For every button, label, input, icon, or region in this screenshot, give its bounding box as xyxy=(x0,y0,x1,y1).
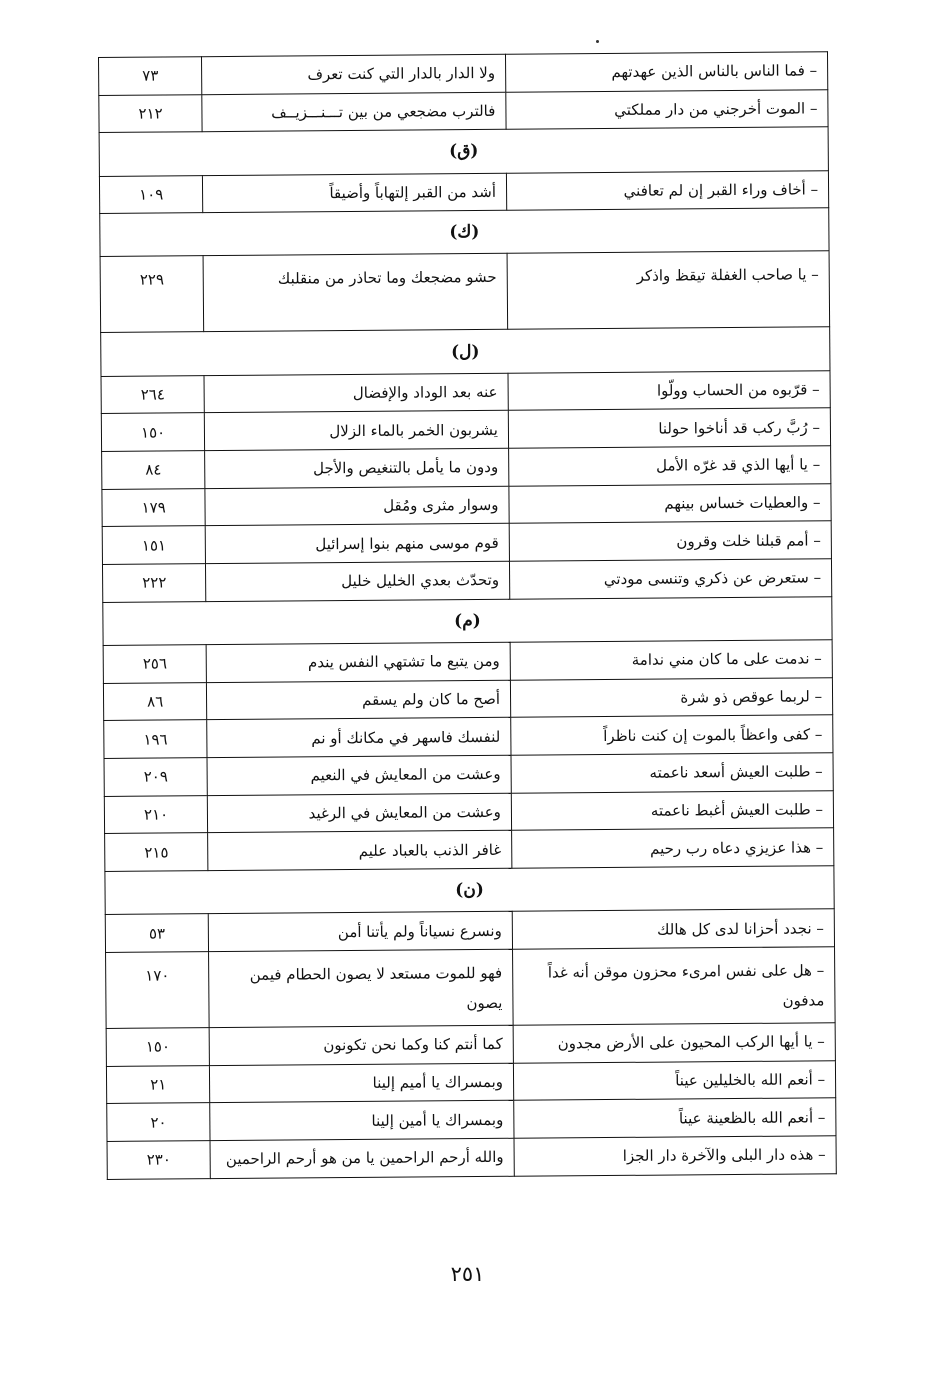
verse-second-half: والله أرحم الراحمين يا من هو أرحم الراحمين xyxy=(210,1138,514,1178)
verse-first-half: – نجدد أحزانا لدى كل هالك xyxy=(512,909,834,949)
verse-second-half: ونسرع نسياناً ولم يأتنا أمن xyxy=(209,912,513,952)
page-reference: ٧٣ xyxy=(99,57,203,95)
verse-second-half: وعشت من المعايش في النعيم xyxy=(207,755,511,795)
verse-first-half: – طلبت العيش أسعد ناعمته xyxy=(511,753,833,793)
verse-second-half: قوم موسى منهم بنوا إسرائيل xyxy=(205,524,509,564)
page-reference: ١٧٩ xyxy=(102,488,206,526)
section-letter: (ق) xyxy=(99,127,828,176)
verse-first-half: – يا أيها الركب المحيون على الأرض مجدون xyxy=(513,1023,835,1063)
page-number: ٢٥١ xyxy=(450,1262,485,1286)
table-row xyxy=(100,251,830,333)
table-row xyxy=(101,408,830,451)
page-reference: ١٩٦ xyxy=(104,720,208,758)
page-reference: ٢١٠ xyxy=(104,795,208,833)
page-reference: ٢١ xyxy=(106,1065,210,1103)
page-reference: ٨٤ xyxy=(102,451,206,489)
table-row xyxy=(103,640,832,683)
verse-first-half: – هذا عزيزي دعاه رب رحيم xyxy=(512,828,834,868)
verse-first-half: – يا صاحب الغفلة تيقظ واذكر xyxy=(507,251,830,330)
table-row xyxy=(102,483,831,526)
verse-first-half: – ندمت على ما كان مني ندامة xyxy=(510,640,832,680)
verse-second-half: وبمسراك يا أميم إلينا xyxy=(210,1063,514,1103)
verse-second-half: حشو مضجعك وما تحاذر من منقلبك xyxy=(203,254,507,332)
table-row xyxy=(104,790,833,833)
verse-first-half: – رُبَّ ركب قد أناخوا حولنا xyxy=(508,408,830,448)
table-row xyxy=(107,1098,836,1141)
verse-second-half: كما أنتم كنا وكما نحن تكونون xyxy=(209,1025,513,1065)
page-reference: ١٥٠ xyxy=(101,413,205,451)
table-row xyxy=(105,828,834,871)
section-letter: (م) xyxy=(103,597,832,646)
table-row xyxy=(102,559,831,602)
section-letter: (ن) xyxy=(105,866,834,915)
table-row xyxy=(99,52,828,95)
page-reference: ٢٢٩ xyxy=(100,256,204,333)
page-reference: ١٥١ xyxy=(102,526,206,564)
verse-second-half: فالترب مضجعي من بين تـــنـــزيــف xyxy=(202,92,506,132)
verse-second-half: وتحدّث بعدي الخليل خليل xyxy=(206,561,510,601)
verse-second-half: ولا الدار بالدار التي كنت تعرف xyxy=(202,54,506,94)
verse-first-half: – أنعم الله بالخليلين عيناً xyxy=(513,1060,835,1100)
page-reference: ٨٦ xyxy=(103,682,207,720)
verse-first-half: – فما الناس بالناس الذين عهدتهم xyxy=(505,52,827,92)
verse-first-half: – الموت أخرجني من دار مملكتي xyxy=(506,89,828,129)
verse-second-half: وسوار مثرى ومُقل xyxy=(205,486,509,526)
table-row xyxy=(99,170,828,213)
verse-first-half: – هل على نفس امرىء محزون موقن أنه غداً مدفون xyxy=(512,947,835,1026)
page-reference: ٢٣٠ xyxy=(107,1141,211,1179)
section-letter: (ل) xyxy=(101,327,830,376)
verse-first-half: – طلبت العيش أغبط ناعمته xyxy=(511,790,833,830)
verse-first-half: – هذه دار البلى والآخرة دار الجزا xyxy=(514,1136,836,1176)
table-row xyxy=(99,89,828,132)
verse-first-half: – يا أيها الذي قد غرّه الأمل xyxy=(509,446,831,486)
section-header-row xyxy=(105,866,834,915)
page-reference: ١٥٠ xyxy=(106,1028,210,1066)
verse-second-half: يشربون الخمر بالماء الزلال xyxy=(205,411,509,451)
page-reference: ٢٠٩ xyxy=(104,758,208,796)
verse-second-half: وبمسراك يا أمين إلينا xyxy=(210,1101,514,1141)
verse-first-half: – لربما عوقص ذو شرة xyxy=(510,677,832,717)
verse-first-half: – أمم قبلنا خلت وقرون xyxy=(509,521,831,561)
table-row xyxy=(102,521,831,564)
verse-first-half: – أخاف وراء القبر إن لم تعافني xyxy=(506,170,828,210)
table-row xyxy=(106,1023,835,1066)
verse-first-half: – أنعم الله بالظعينة عيناً xyxy=(514,1098,836,1138)
verse-first-half: – قرّبوه من الحساب وولّوا xyxy=(508,370,830,410)
verse-index-table xyxy=(98,51,837,1179)
verse-second-half: وعشت من المعايش في الرغيد xyxy=(208,793,512,833)
page-reference: ٢٥٦ xyxy=(103,645,207,683)
section-header-row xyxy=(99,127,828,176)
page-reference: ٥٣ xyxy=(105,914,209,952)
verse-second-half: عنه بعد الوداد والإفضال xyxy=(204,373,508,413)
verse-second-half: فهو للموت مستعد لا يصون الحطام فيمن يصون xyxy=(209,949,513,1027)
verse-second-half: لنفسك فاسهر في مكانك أو نم xyxy=(207,718,511,758)
verse-first-half: – ستعرض عن ذكري وتنسى مودتي xyxy=(509,559,831,599)
verse-second-half: ومن يتبع ما تشتهي النفس يندم xyxy=(206,642,510,682)
section-header-row xyxy=(100,208,829,257)
page-reference: ٢٢٢ xyxy=(102,564,206,602)
ink-speck xyxy=(596,40,599,43)
verse-first-half: – كفى واعظاً بالموت إن كنت ناظراً xyxy=(511,715,833,755)
table-row xyxy=(104,753,833,796)
table-row xyxy=(106,1060,835,1103)
verse-second-half: غافر الذنب بالعباد عليم xyxy=(208,831,512,871)
table-row xyxy=(103,677,832,720)
table-row xyxy=(102,446,831,489)
page-reference: ١٠٩ xyxy=(99,175,203,213)
section-header-row xyxy=(103,597,832,646)
table-row xyxy=(106,947,836,1029)
table-row xyxy=(101,370,830,413)
page-reference: ٢٠ xyxy=(107,1103,211,1141)
page-reference: ٢٦٤ xyxy=(101,375,205,413)
page-reference: ٢١٢ xyxy=(99,94,203,132)
verse-second-half: ودون ما يأمل بالتنغيص والأجل xyxy=(205,448,509,488)
verse-second-half: أصح ما كان ولم يسقم xyxy=(207,680,511,720)
page-reference: ٢١٥ xyxy=(105,833,209,871)
section-header-row xyxy=(101,327,830,376)
verse-second-half: أشد من القبر إلتهاباً وأضيقاً xyxy=(203,173,507,213)
table-row xyxy=(107,1136,836,1179)
page-reference: ١٧٠ xyxy=(106,952,210,1029)
table-row xyxy=(104,715,833,758)
table-row xyxy=(105,909,834,952)
verse-first-half: – والعطيات خساس بينهم xyxy=(509,483,831,523)
section-letter: (ك) xyxy=(100,208,829,257)
